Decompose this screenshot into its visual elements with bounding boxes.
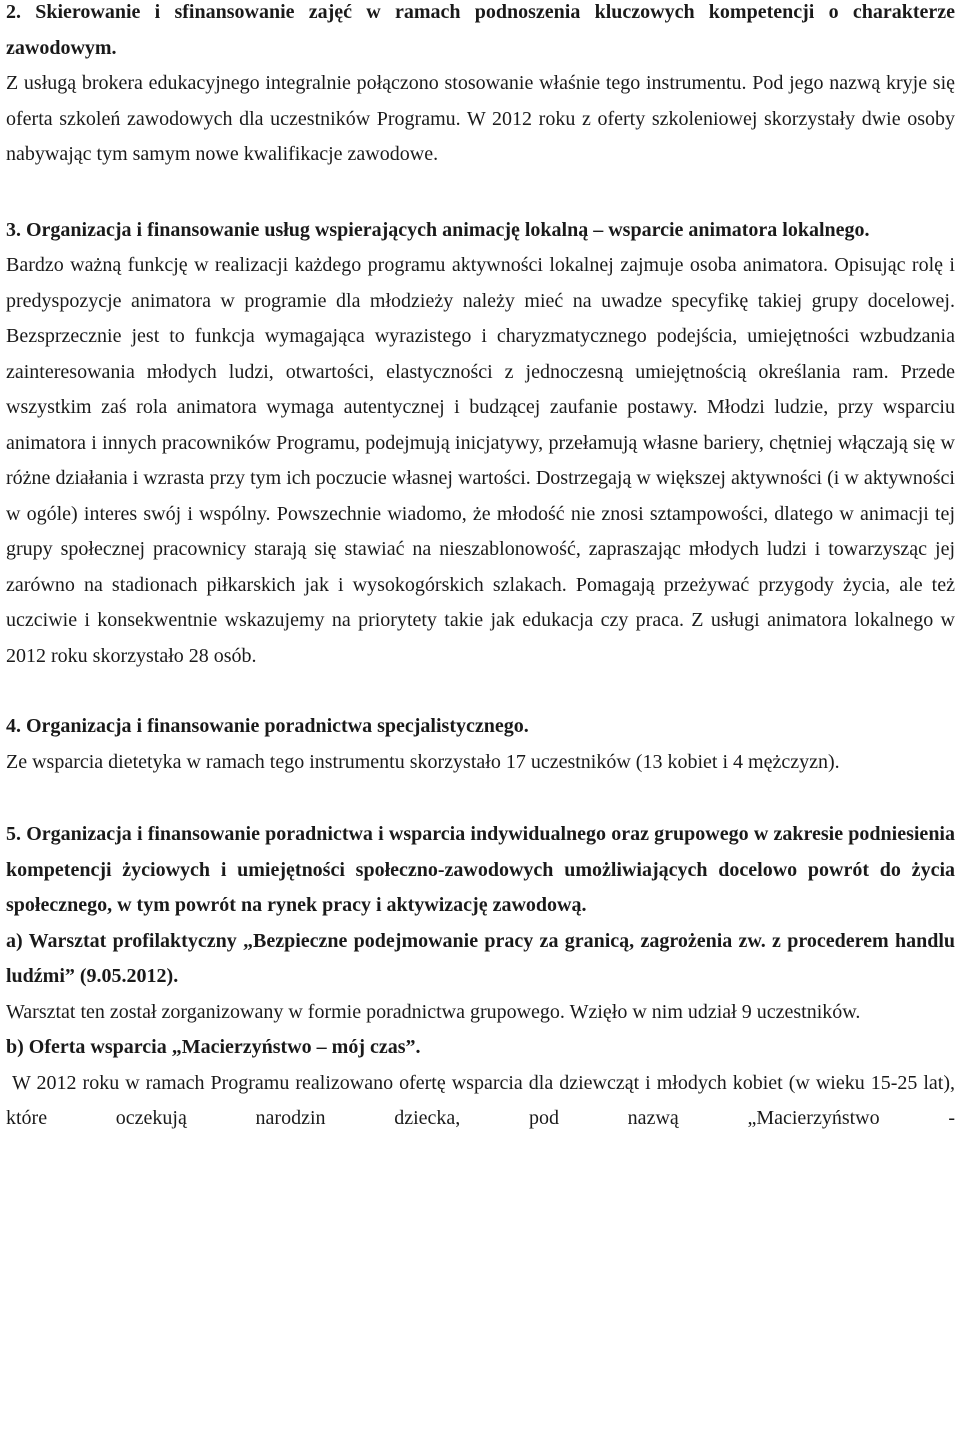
section-5a-body: Warsztat ten został zorganizowany w formie poradnictwa grupowego. Wzięło w nim udział 9 uczestników. xyxy=(6,1000,861,1023)
section-4-heading: 4. Organizacja i finansowanie poradnictwa specjalistycznego. xyxy=(6,715,529,737)
section-5a-heading: a) Warsztat profilaktyczny „Bezpieczne podejmowanie pracy za granicą, zagrożenia zw. z procederem handlu ludźmi” (9.05.2012). xyxy=(6,929,955,987)
section-3-heading: 3. Organizacja i finansowanie usług wspierających animację lokalną – wsparcie animatora lokalnego. xyxy=(6,218,870,241)
section-4-body: Ze wsparcia dietetyka w ramach tego instrumentu skorzystało 17 uczestników (13 kobiet i 4 mężczyzn). xyxy=(6,750,840,773)
section-5b-heading: b) Oferta wsparcia „Macierzyństwo – mój czas”. xyxy=(6,1036,421,1058)
section-3-body: Bardzo ważną funkcję w realizacji każdego programu aktywności lokalnej zajmuje osoba animatora. Opisując rolę i predyspozycje animatora w programie dla młodzieży należy mieć na uwadze specyfikę takiej grupy docelowej. Bezsprzecznie jest to funkcja wymagająca wyrazistego i charyzmatycznego podejścia, umiejętności wzbudzania zainteresowania młodych ludzi, otwartości, elastyczności z jednoczesną umiejętnością określania ram. Przede wszystkim zaś rola animatora wymaga autentycznej i budzącej zaufanie postawy. Młodzi ludzie, przy wsparciu animatora i innych pracowników Programu, podejmują inicjatywy, przełamują własne bariery, chętniej włączają się w różne działania i wzrasta przy tym ich poczucie własnej wartości. Dostrzegają w większej aktywności (i w aktywności w ogóle) interes swój i wspólny. Powszechnie wiadomo, że młodość nie znosi sztampowości, dlatego w animacji tej grupy społecznej pracownicy starają się stawiać na nieszablonowość, zapraszając młodych ludzi i towarzysząc jej zarówno na stadionach piłkarskich jak i wysokogórskich szlakach. Pomagają przeżywać przygody życia, ale też uczciwie i konsekwentnie wskazujemy na priorytety takie jak edukacja czy praca. Z usługi animatora lokalnego w 2012 roku skorzystało 28 osób. xyxy=(6,254,955,667)
section-2-body: Z usługą brokera edukacyjnego integralnie połączono stosowanie właśnie tego instrumentu. Pod jego nazwą kryje się oferta szkoleń zawodowych dla uczestników Programu. W 2012 roku z oferty szkoleniowej skorzystały dwie osoby nabywając tym samym nowe kwalifikacje zawodowe. xyxy=(6,72,955,165)
section-5b-body: W 2012 roku w ramach Programu realizowano ofertę wsparcia dla dziewcząt i młodych kobiet (w wieku 15-25 lat), które oczekują narodzin dziecka, pod nazwą „Macierzyństwo - xyxy=(6,1071,960,1129)
section-5-heading: 5. Organizacja i finansowanie poradnictwa i wsparcia indywidualnego oraz grupowego w zakresie podniesienia kompetencji życiowych i umiejętności społeczno-zawodowych umożliwiających docelowo powrót do życia społecznego, w tym powrót na rynek pracy i aktywizację zawodową. xyxy=(6,823,955,916)
section-2-heading: 2. Skierowanie i sfinansowanie zajęć w ramach podnoszenia kluczowych kompetencji o charakterze zawodowym. xyxy=(6,1,955,59)
